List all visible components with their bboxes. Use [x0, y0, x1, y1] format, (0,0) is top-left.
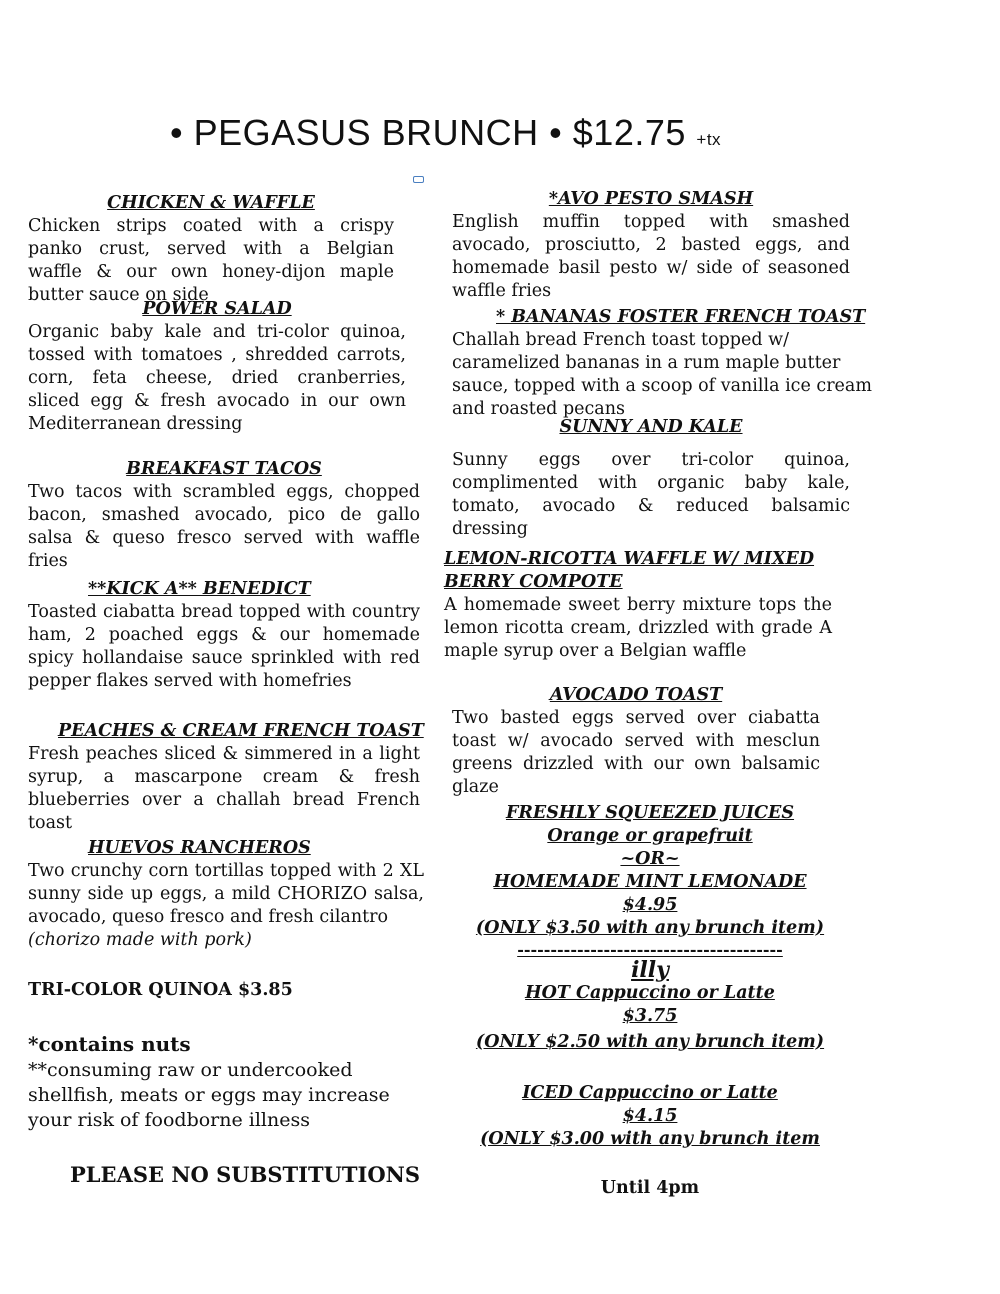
item-description: Two crunchy corn tortillas topped with 2 XL sunny side up eggs, a mild CHORIZO salsa, avocado, queso fresco and fresh cilantro	[28, 861, 424, 927]
nuts-note: *contains nuts	[28, 1032, 191, 1056]
iced-coffee-price: $4.15	[622, 1106, 678, 1126]
placeholder-icon	[413, 176, 424, 183]
hot-coffee-label: HOT Cappuccino or Latte	[525, 983, 775, 1003]
item-name: CHICKEN & WAFFLE	[107, 193, 315, 213]
item-name: BREAKFAST TACOS	[126, 459, 322, 479]
menu-item-huevos-rancheros	[28, 837, 424, 952]
iced-coffee-combo-price: (ONLY $3.00 with any brunch item	[480, 1129, 820, 1149]
menu-item-kick-benedict	[28, 578, 420, 693]
juice-price: $4.95	[622, 895, 678, 915]
item-name: SUNNY AND KALE	[559, 417, 743, 437]
spacer	[444, 1054, 856, 1082]
tax-note: +tx	[696, 130, 722, 149]
menu-item-breakfast-tacos	[28, 458, 420, 573]
item-description: English muffin topped with smashed avocado, prosciutto, 2 basted eggs, and homemade basil pesto w/ side of seasoned waffle fries	[452, 212, 850, 301]
item-note: (chorizo made with pork)	[28, 930, 252, 950]
menu-item-peaches-cream	[28, 720, 424, 835]
iced-coffee-label: ICED Cappuccino or Latte	[522, 1083, 778, 1103]
juices-heading: FRESHLY SQUEEZED JUICES	[505, 803, 795, 823]
title-text: • PEGASUS BRUNCH • $12.75	[170, 112, 686, 153]
menu-item-lemon-ricotta-waffle	[444, 548, 832, 663]
juice-combo-price: (ONLY $3.50 with any brunch item)	[475, 918, 825, 938]
juices-options: Orange or grapefruit	[547, 826, 753, 846]
item-description: Toasted ciabatta bread topped with country ham, 2 poached eggs & our homemade spicy hollandaise sauce sprinkled with red pepper flakes served with homefries	[28, 602, 420, 691]
food-safety-warning: **consuming raw or undercooked shellfish, meats or eggs may increase your risk of foodborne illness	[28, 1059, 390, 1131]
item-name: PEACHES & CREAM FRENCH TOAST	[58, 721, 424, 741]
item-description: Chicken strips coated with a crispy panko crust, served with a Belgian waffle & our own honey-dijon maple butter sauce on side	[28, 216, 394, 305]
item-description: Two basted eggs served over ciabatta toast w/ avocado served with mesclun greens drizzled with our own balsamic glaze	[452, 708, 820, 797]
menu-item-chicken-waffle	[28, 192, 394, 307]
item-name: AVOCADO TOAST	[549, 685, 723, 705]
or-divider: ~OR~	[620, 849, 680, 869]
item-name: HUEVOS RANCHEROS	[88, 838, 311, 858]
brand-label: illy	[631, 957, 669, 983]
item-name: LEMON-RICOTTA WAFFLE W/ MIXED BERRY COMPOTE	[444, 549, 815, 592]
menu-item-avo-pesto-smash	[452, 188, 850, 303]
menu-item-power-salad	[28, 298, 406, 436]
menu-title	[170, 112, 721, 154]
item-name: *AVO PESTO SMASH	[548, 189, 754, 209]
item-name: POWER SALAD	[142, 299, 292, 319]
item-description: Challah bread French toast topped w/ caramelized bananas in a rum maple butter sauce, topped with a scoop of vanilla ice cream and roasted pecans	[452, 330, 872, 419]
item-description: Sunny eggs over tri-color quinoa, complimented with organic baby kale, tomato, avocado & reduced balsamic dressing	[452, 450, 850, 539]
section-separator: ----------------------------------------	[517, 940, 783, 959]
no-substitutions-note: PLEASE NO SUBSTITUTIONS	[70, 1162, 421, 1187]
menu-item-bananas-foster	[452, 306, 880, 421]
item-description: Organic baby kale and tri-color quinoa, tossed with tomatoes , shredded carrots, corn, feta cheese, dried cranberries, sliced egg & fresh avocado in our own Mediterranean dressing	[28, 322, 406, 434]
item-description: Fresh peaches sliced & simmered in a light syrup, a mascarpone cream & fresh blueberries over a challah bread French toast	[28, 744, 420, 833]
item-name: **KICK A** BENEDICT	[88, 579, 311, 599]
menu-item-avocado-toast	[452, 684, 820, 799]
hot-coffee-combo-price: (ONLY $2.50 with any brunch item)	[475, 1032, 825, 1052]
lemonade-label: HOMEMADE MINT LEMONADE	[493, 872, 807, 892]
beverages-section	[444, 802, 856, 1198]
hot-coffee-price: $3.75	[622, 1006, 678, 1026]
item-name: * BANANAS FOSTER FRENCH TOAST	[496, 307, 866, 327]
quinoa-addon: TRI-COLOR QUINOA $3.85	[28, 980, 293, 1000]
item-description: Two tacos with scrambled eggs, chopped bacon, smashed avocado, pico de gallo salsa & queso fresco served with waffle fries	[28, 482, 420, 571]
menu-item-sunny-and-kale	[452, 416, 850, 541]
item-description: A homemade sweet berry mixture tops the lemon ricotta cream, drizzled with grade A maple syrup over a Belgian waffle	[444, 595, 832, 661]
until-time-note: Until 4pm	[600, 1178, 700, 1198]
